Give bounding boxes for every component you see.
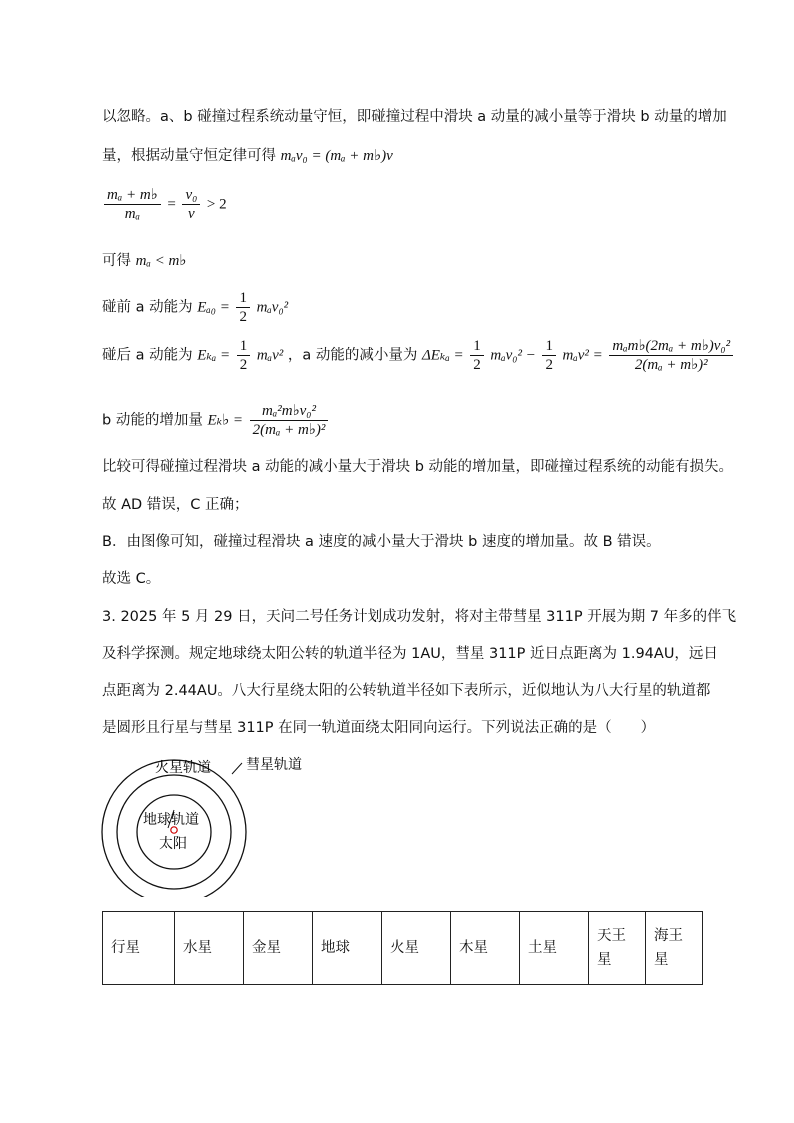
comet-orbit-label: 彗星轨道 <box>246 757 302 773</box>
momentum-equation: mₐv₀ = (mₐ + m♭)v <box>280 148 393 164</box>
table-cell-saturn: 土星 <box>520 912 589 985</box>
table-cell-neptune: 海王 星 <box>646 912 703 985</box>
fraction-numerator: 1 <box>542 337 556 356</box>
table-row <box>103 912 703 985</box>
initial-ke-expression: mₐv₀² <box>256 299 289 316</box>
table-cell-venus: 金星 <box>244 912 313 985</box>
fraction-denominator: 2(mₐ + m♭)² <box>634 357 708 373</box>
velocity-ratio-fraction <box>182 186 200 223</box>
inequality-tail: > 2 <box>206 196 227 213</box>
fraction-denominator: 2 <box>239 357 248 373</box>
solution-line-7 <box>102 402 330 439</box>
line-6-text-2: ，a 动能的减小量为 <box>287 347 418 364</box>
b-ke-symbol: Eₖ♭ = <box>207 412 244 429</box>
delta-term-1: mₐv₀² − <box>490 347 536 364</box>
line-7-text: b 动能的增加量 <box>102 412 203 429</box>
question-line-4: 是圆形且行星与彗星 311P 在同一轨道面绕太阳同向运行。下列说法正确的是（ ） <box>102 720 656 736</box>
half-fraction <box>237 337 251 374</box>
mars-orbit-label: 火星轨道 <box>155 760 211 776</box>
fraction-numerator: mₐm♭(2mₐ + m♭)v₀² <box>609 337 733 356</box>
ke-loss-fraction <box>609 337 733 374</box>
solution-line-1: 以忽略。a、b 碰撞过程系统动量守恒，即碰撞过程中滑块 a 动量的减小量等于滑块 b 动量的增加 <box>102 109 727 125</box>
fraction-denominator: 2 <box>545 357 553 373</box>
fraction-denominator: mₐ <box>124 206 140 222</box>
table-cell-planet: 行星 <box>103 912 175 985</box>
table-cell-uranus: 天王 星 <box>589 912 646 985</box>
solution-line-9: 故 AD 错误，C 正确； <box>102 497 249 513</box>
solution-line-6 <box>102 337 735 374</box>
delta-term-2: mₐv² = <box>562 347 603 364</box>
table-cell-jupiter: 木星 <box>451 912 520 985</box>
half-fraction <box>542 337 556 374</box>
fraction-denominator: 2 <box>239 309 247 325</box>
line-6-text: 碰后 a 动能为 <box>102 347 193 364</box>
table-cell-mars: 火星 <box>382 912 451 985</box>
fraction-denominator: v <box>188 206 195 222</box>
question-line-3: 点距离为 2.44AU。八大行星绕太阳的公转轨道半径如下表所示，近似地认为八大行星的轨道都 <box>102 683 711 699</box>
solution-line-8: 比较可得碰撞过程滑块 a 动能的减小量大于滑块 b 动能的增加量，即碰撞过程系统的动能有损失。 <box>102 459 734 475</box>
mass-inequality: mₐ < m♭ <box>135 253 187 269</box>
fraction-numerator: 1 <box>237 337 251 356</box>
comet-orbit-leader <box>232 763 242 774</box>
ke-gain-fraction <box>250 402 329 439</box>
fraction-numerator: 1 <box>236 289 250 308</box>
line-2-text: 量，根据动量守恒定律可得 <box>102 148 276 164</box>
table-cell-earth: 地球 <box>313 912 382 985</box>
sun-label: 太阳 <box>159 836 187 852</box>
mass-ratio-fraction <box>104 186 161 223</box>
solution-line-11: 故选 C。 <box>102 571 161 587</box>
question-line-1: 3. 2025 年 5 月 29 日，天问二号任务计划成功发射，将对主带彗星 311P 开展为期 7 年多的伴飞 <box>102 609 737 625</box>
final-ke-expression: mₐv² <box>256 347 284 364</box>
orbit-diagram <box>100 752 330 897</box>
half-fraction <box>236 289 250 326</box>
fraction-denominator: 2 <box>473 357 481 373</box>
fraction-numerator: mₐ + m♭ <box>104 186 161 205</box>
fraction-numerator: mₐ²m♭v₀² <box>250 402 329 421</box>
line-5-text: 碰前 a 动能为 <box>102 299 193 316</box>
fraction-numerator: v₀ <box>182 186 200 205</box>
solution-line-2 <box>102 146 393 166</box>
initial-ke-symbol: Eₐ₀ = <box>197 299 230 316</box>
fraction-numerator: 1 <box>470 337 484 356</box>
solution-line-4 <box>102 251 186 271</box>
solution-line-10: B．由图像可知，碰撞过程滑块 a 速度的减小量大于滑块 b 速度的增加量。故 B 错误。 <box>102 534 661 550</box>
planet-table <box>102 911 703 985</box>
delta-ke-symbol: ΔEₖₐ = <box>421 347 464 364</box>
solution-line-5 <box>102 289 288 326</box>
final-ke-symbol: Eₖₐ = <box>197 347 231 364</box>
mass-ratio-line: $\frac{\text{mₐ + m♭}}{\text{mₐ}}$ = $\frac{\text{v₀}}{v}$ > 2 <box>102 186 227 223</box>
earth-orbit-label: 地球轨道 <box>143 812 199 828</box>
table-cell-mercury: 水星 <box>175 912 244 985</box>
question-line-2: 及科学探测。规定地球绕太阳公转的轨道半径为 1AU，彗星 311P 近日点距离为 1.94AU，远日 <box>102 646 718 662</box>
line-4-text: 可得 <box>102 253 131 269</box>
half-fraction <box>470 337 484 374</box>
fraction-denominator: 2(mₐ + m♭)² <box>252 422 326 438</box>
